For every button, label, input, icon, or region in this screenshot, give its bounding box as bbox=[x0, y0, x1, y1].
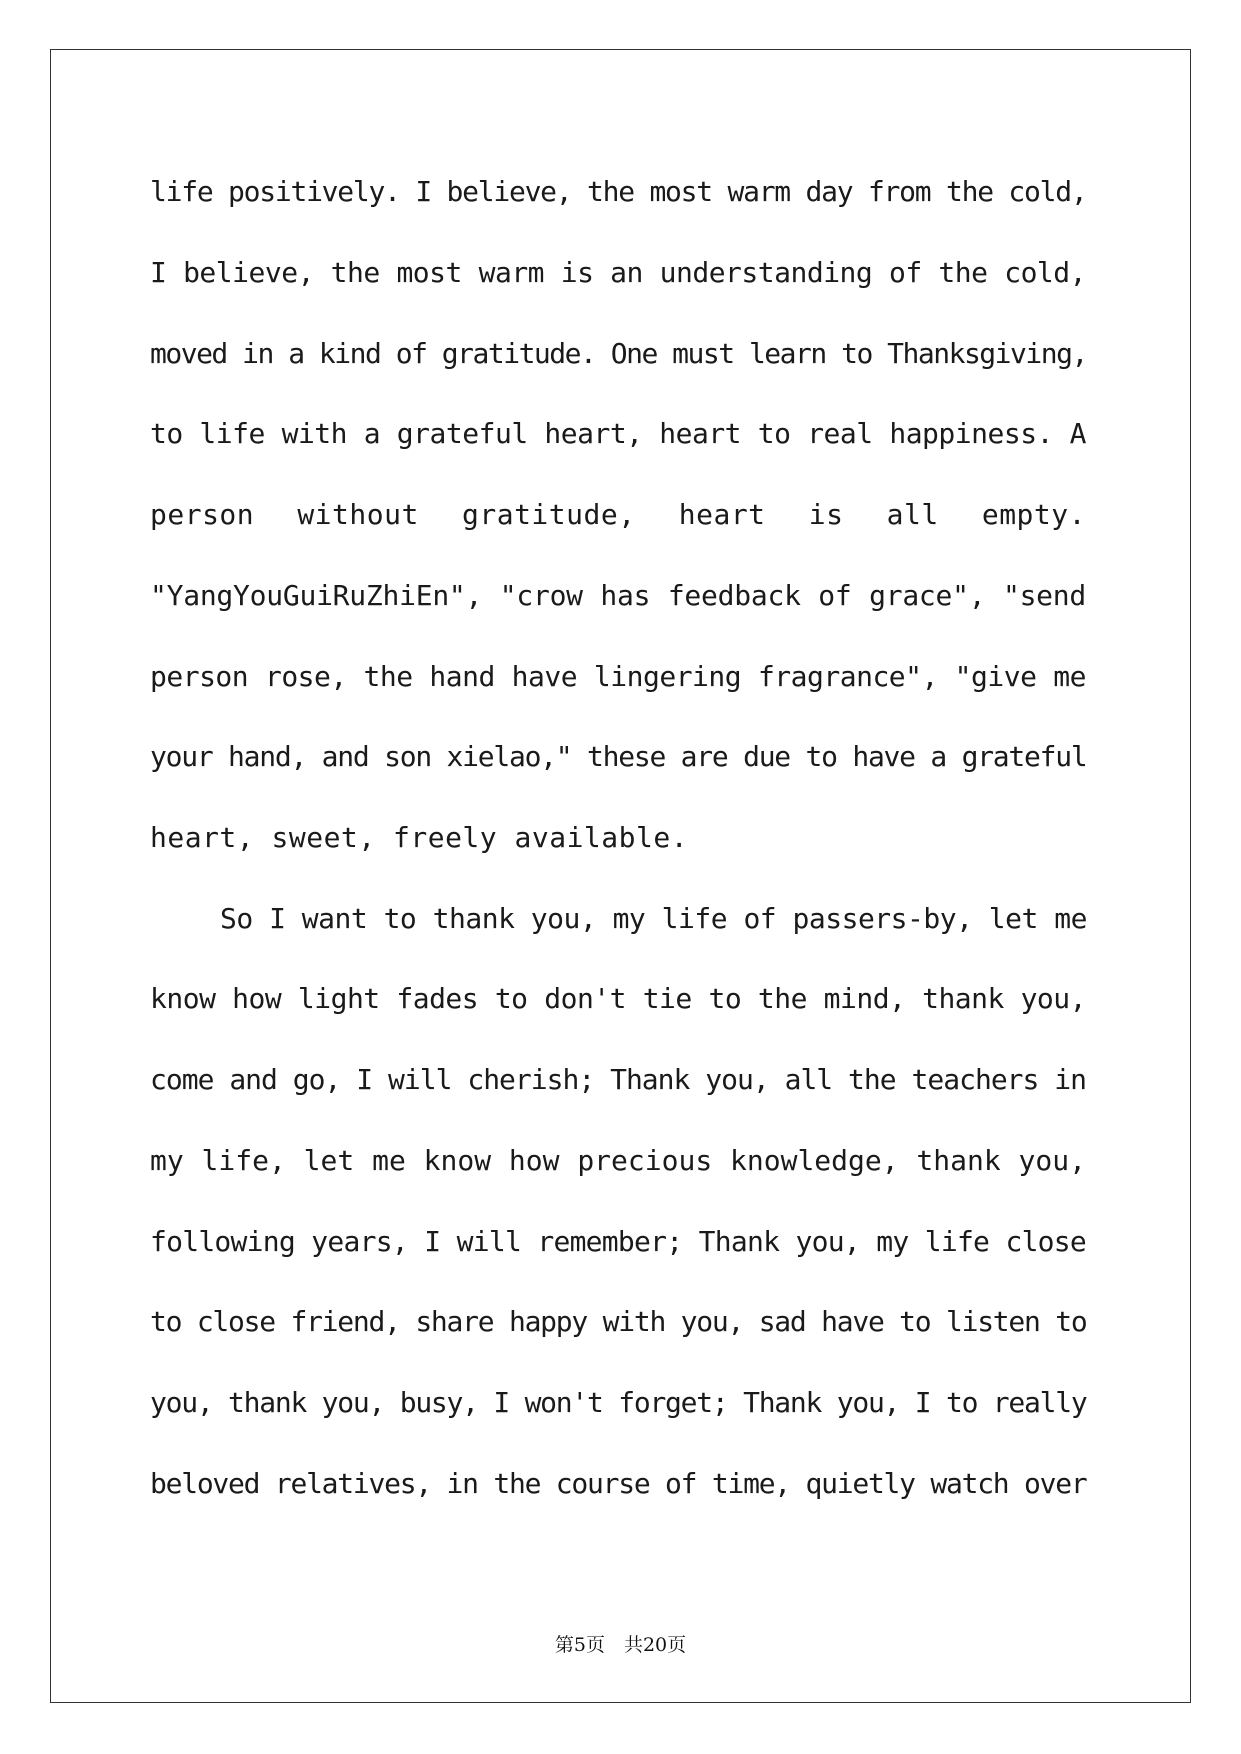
text-line: following years, I will remember; Thank you, my life close bbox=[150, 1225, 1086, 1258]
text-line: to life with a grateful heart, heart to real happiness. A bbox=[150, 417, 1086, 450]
text-line: person rose, the hand have lingering fragrance", "give me bbox=[150, 660, 1086, 693]
page-number-footer: 第5页 共20页 bbox=[554, 1634, 687, 1656]
text-line: my life, let me know how precious knowledge, thank you, bbox=[150, 1144, 1086, 1177]
text-line: heart, sweet, freely available. bbox=[150, 821, 689, 854]
text-line: know how light fades to don't tie to the mind, thank you, bbox=[150, 982, 1086, 1015]
text-line: person without gratitude, heart is all empty. bbox=[150, 498, 1086, 531]
text-line: come and go, I will cherish; Thank you, all the teachers in bbox=[150, 1063, 1086, 1096]
text-line: "YangYouGuiRuZhiEn", "crow has feedback of grace", "send bbox=[150, 579, 1086, 612]
text-line: you, thank you, busy, I won't forget; Thank you, I to really bbox=[150, 1386, 1087, 1419]
text-line: your hand, and son xielao," these are due to have a grateful bbox=[150, 740, 1087, 773]
text-line: beloved relatives, in the course of time, quietly watch over bbox=[150, 1467, 1087, 1500]
text-line: life positively. I believe, the most warm day from the cold, bbox=[150, 175, 1087, 208]
text-line: I believe, the most warm is an understanding of the cold, bbox=[150, 256, 1086, 289]
text-line: moved in a kind of gratitude. One must learn to Thanksgiving, bbox=[150, 337, 1087, 370]
text-line: to close friend, share happy with you, sad have to listen to bbox=[150, 1305, 1087, 1338]
page-frame bbox=[50, 49, 1191, 1703]
text-line: So I want to thank you, my life of passers-by, let me bbox=[220, 902, 1087, 935]
